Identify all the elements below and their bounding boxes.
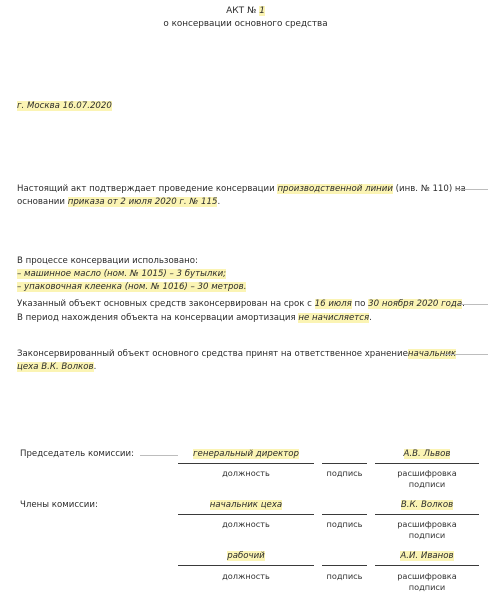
paragraph-1-line-2	[17, 197, 220, 207]
p1-text-f: .	[217, 197, 221, 207]
cap-decode-line-1: расшифровка	[397, 468, 457, 478]
act-number: 1	[259, 6, 265, 16]
paragraph-4-line-1	[17, 349, 456, 359]
sig-row-2-name	[375, 500, 479, 510]
p3-fill-line	[458, 304, 488, 305]
sig-row-2-position	[178, 500, 314, 510]
p4-custodian-1: начальник	[407, 349, 457, 359]
act-title-prefix: АКТ №	[226, 6, 260, 16]
place-date	[17, 101, 112, 111]
sig-row-3-position	[178, 551, 314, 561]
sig-row-2-cap-position: должность	[222, 519, 270, 529]
sig-row-3-position-line	[178, 565, 314, 566]
p1-object: производственной линии	[277, 184, 393, 194]
sig-row-1-cap-decode	[375, 468, 479, 490]
cap-decode-line-1: расшифровка	[397, 519, 457, 529]
act-subtitle: о консервации основного средства	[163, 19, 328, 29]
p2-intro: В процессе консервации использовано:	[17, 256, 198, 266]
sig-row-2-cap-decode	[375, 519, 479, 541]
sig-row-3-position-value: рабочий	[227, 551, 265, 561]
p3-text-e: .	[462, 299, 465, 309]
sig-row-2-name-line	[375, 514, 479, 515]
sig-row-3-name-line	[375, 565, 479, 566]
p3-text-c: по	[351, 299, 369, 309]
p2-item-1-text: – машинное масло (ном. № 1015) – 3 бутылки;	[17, 269, 227, 279]
p4-text-a: Законсервированный объект основного средства принят на ответственное хранение	[17, 349, 408, 359]
sig-row-1-position-value: генеральный директор	[193, 449, 299, 459]
p3-text-f: В период нахождения объекта на консервации амортизация	[17, 313, 299, 323]
p1-text-a: Настоящий акт подтверждает проведение консервации	[17, 184, 278, 194]
cap-decode-line-2: подписи	[408, 530, 446, 540]
paragraph-1-line-1	[17, 184, 466, 194]
p1-text-c: (инв. № 110) на	[392, 184, 466, 194]
p1-fill-line	[455, 189, 488, 190]
p1-text-d: основании	[17, 197, 68, 207]
chair-label-line	[140, 455, 178, 456]
sig-row-1-name	[375, 449, 479, 459]
sig-row-3-signature-line	[322, 565, 367, 566]
paragraph-4-line-2	[17, 362, 96, 372]
p4-custodian-2: цеха В.К. Волков	[17, 362, 94, 372]
p3-depreciation: не начисляется	[298, 313, 370, 323]
sig-row-1-name-value: А.В. Львов	[403, 449, 451, 459]
place-date-value: г. Москва 16.07.2020	[17, 101, 112, 111]
act-title	[0, 6, 491, 16]
cap-decode-line-2: подписи	[408, 582, 446, 592]
sig-row-3-name-value: А.И. Иванов	[400, 551, 454, 561]
p1-order: приказа от 2 июля 2020 г. № 115	[67, 197, 218, 207]
cap-decode-line-1: расшифровка	[397, 571, 457, 581]
sig-row-1-signature-line	[322, 463, 367, 464]
paragraph-3-line-1	[17, 299, 465, 309]
sig-row-2-name-value: В.К. Волков	[400, 500, 454, 510]
p2-item-1	[17, 269, 226, 279]
sig-row-1-position-line	[178, 463, 314, 464]
p4-fill-line	[444, 354, 488, 355]
chair-label: Председатель комиссии:	[20, 449, 134, 459]
sig-row-1-name-line	[375, 463, 479, 464]
sig-row-3-cap-position: должность	[222, 571, 270, 581]
sig-row-2-position-value: начальник цеха	[209, 500, 283, 510]
p3-start-date: 16 июля	[314, 299, 352, 309]
p2-item-2-text: – упаковочная клеенка (ном. № 1016) – 30 метров.	[17, 282, 247, 292]
p2-item-2	[17, 282, 246, 292]
sig-row-2-signature-line	[322, 514, 367, 515]
sig-row-1-cap-signature: подпись	[326, 468, 363, 478]
p3-text-a: Указанный объект основных средств законсервирован на срок с	[17, 299, 315, 309]
sig-row-2-position-line	[178, 514, 314, 515]
paragraph-3-line-2	[17, 313, 372, 323]
p3-end-date: 30 ноября 2020 года	[368, 299, 463, 309]
sig-row-3-cap-decode	[375, 571, 479, 593]
sig-row-1-position	[178, 449, 314, 459]
cap-decode-line-2: подписи	[408, 479, 446, 489]
p4-text-d: .	[93, 362, 97, 372]
sig-row-2-cap-signature: подпись	[326, 519, 363, 529]
sig-row-3-cap-signature: подпись	[326, 571, 363, 581]
members-label: Члены комиссии:	[20, 500, 98, 510]
sig-row-3-name	[375, 551, 479, 561]
p3-text-h: .	[369, 313, 372, 323]
sig-row-1-cap-position: должность	[222, 468, 270, 478]
